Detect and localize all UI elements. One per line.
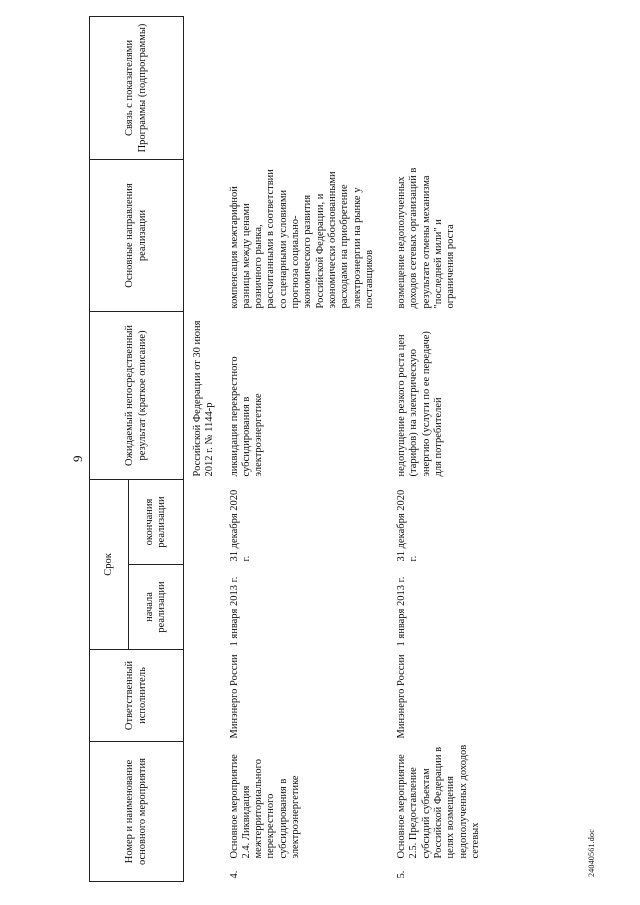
row-directions: возмещение недополученных доходов сетевых организаций в результате отмены механизма "последней мили" и ограничения роста xyxy=(396,167,457,309)
continuation-result: Российской Федерации от 30 июня 2012 г. № 1144-р xyxy=(192,320,216,477)
header-result: Ожидаемый непосредственный результат (краткое описание) xyxy=(90,311,184,479)
row-name: Основное мероприятие 2.5. Предоставление субсидий субъектам Российской Федерации в целях возмещения недополученных доходов сетевых xyxy=(396,744,481,859)
rotated-landscape-page xyxy=(66,12,616,892)
continuation-row xyxy=(184,16,223,881)
header-directions: Основные направления реализации xyxy=(90,159,184,311)
row-end: 31 декабря 2020 г. xyxy=(228,489,252,562)
header-start: начала реализации xyxy=(129,565,184,650)
row-number-name-cell xyxy=(223,742,391,882)
row-result: ликвидация перекрестного субсидирования в электроэнергетике xyxy=(228,356,265,477)
row-directions: компенсация межтарифной разницы между ценами розничного рынка, рассчитанными в соответствии со сценарными условиями прогноза социально-экономического развития Российской Федерации, и экономически обоснованными расходами на приобретение электроэнергии на рынке у поставщиков xyxy=(228,169,375,309)
row-executor: Минэнерго России xyxy=(228,654,240,739)
row-result: недопущение резкого роста цен (тарифов) на электрическую энергию (услуги по ее передаче) для потребителей xyxy=(396,331,445,477)
header-executor: Ответственный исполнитель xyxy=(90,650,184,742)
row-link xyxy=(223,16,391,159)
header-term: Срок xyxy=(90,479,129,649)
page-number: 9 xyxy=(70,455,85,462)
row-number: 4. xyxy=(228,870,240,879)
row-link xyxy=(390,16,484,159)
program-measures-table xyxy=(89,16,484,882)
row-number-name-cell xyxy=(390,742,484,882)
row-number: 5. xyxy=(396,870,408,879)
header-link: Связь с показателями Программы (подпрограммы) xyxy=(90,16,184,159)
footer-file-code: 24040561.doc xyxy=(587,829,596,877)
row-executor: Минэнерго России xyxy=(396,654,408,739)
table-row xyxy=(390,16,484,881)
row-start: 1 января 2013 г. xyxy=(396,576,408,647)
header-end: окончания реализации xyxy=(129,479,184,564)
table-row xyxy=(223,16,391,881)
row-name: Основное мероприятие 2.4. Ликвидация межтерриториального перекрестного субсидирования в электроэнергетике xyxy=(228,754,302,859)
row-start: 1 января 2013 г. xyxy=(228,576,240,647)
row-end: 31 декабря 2020 г. xyxy=(396,489,420,562)
header-number-name: Номер и наименование основного мероприятия xyxy=(90,742,184,882)
